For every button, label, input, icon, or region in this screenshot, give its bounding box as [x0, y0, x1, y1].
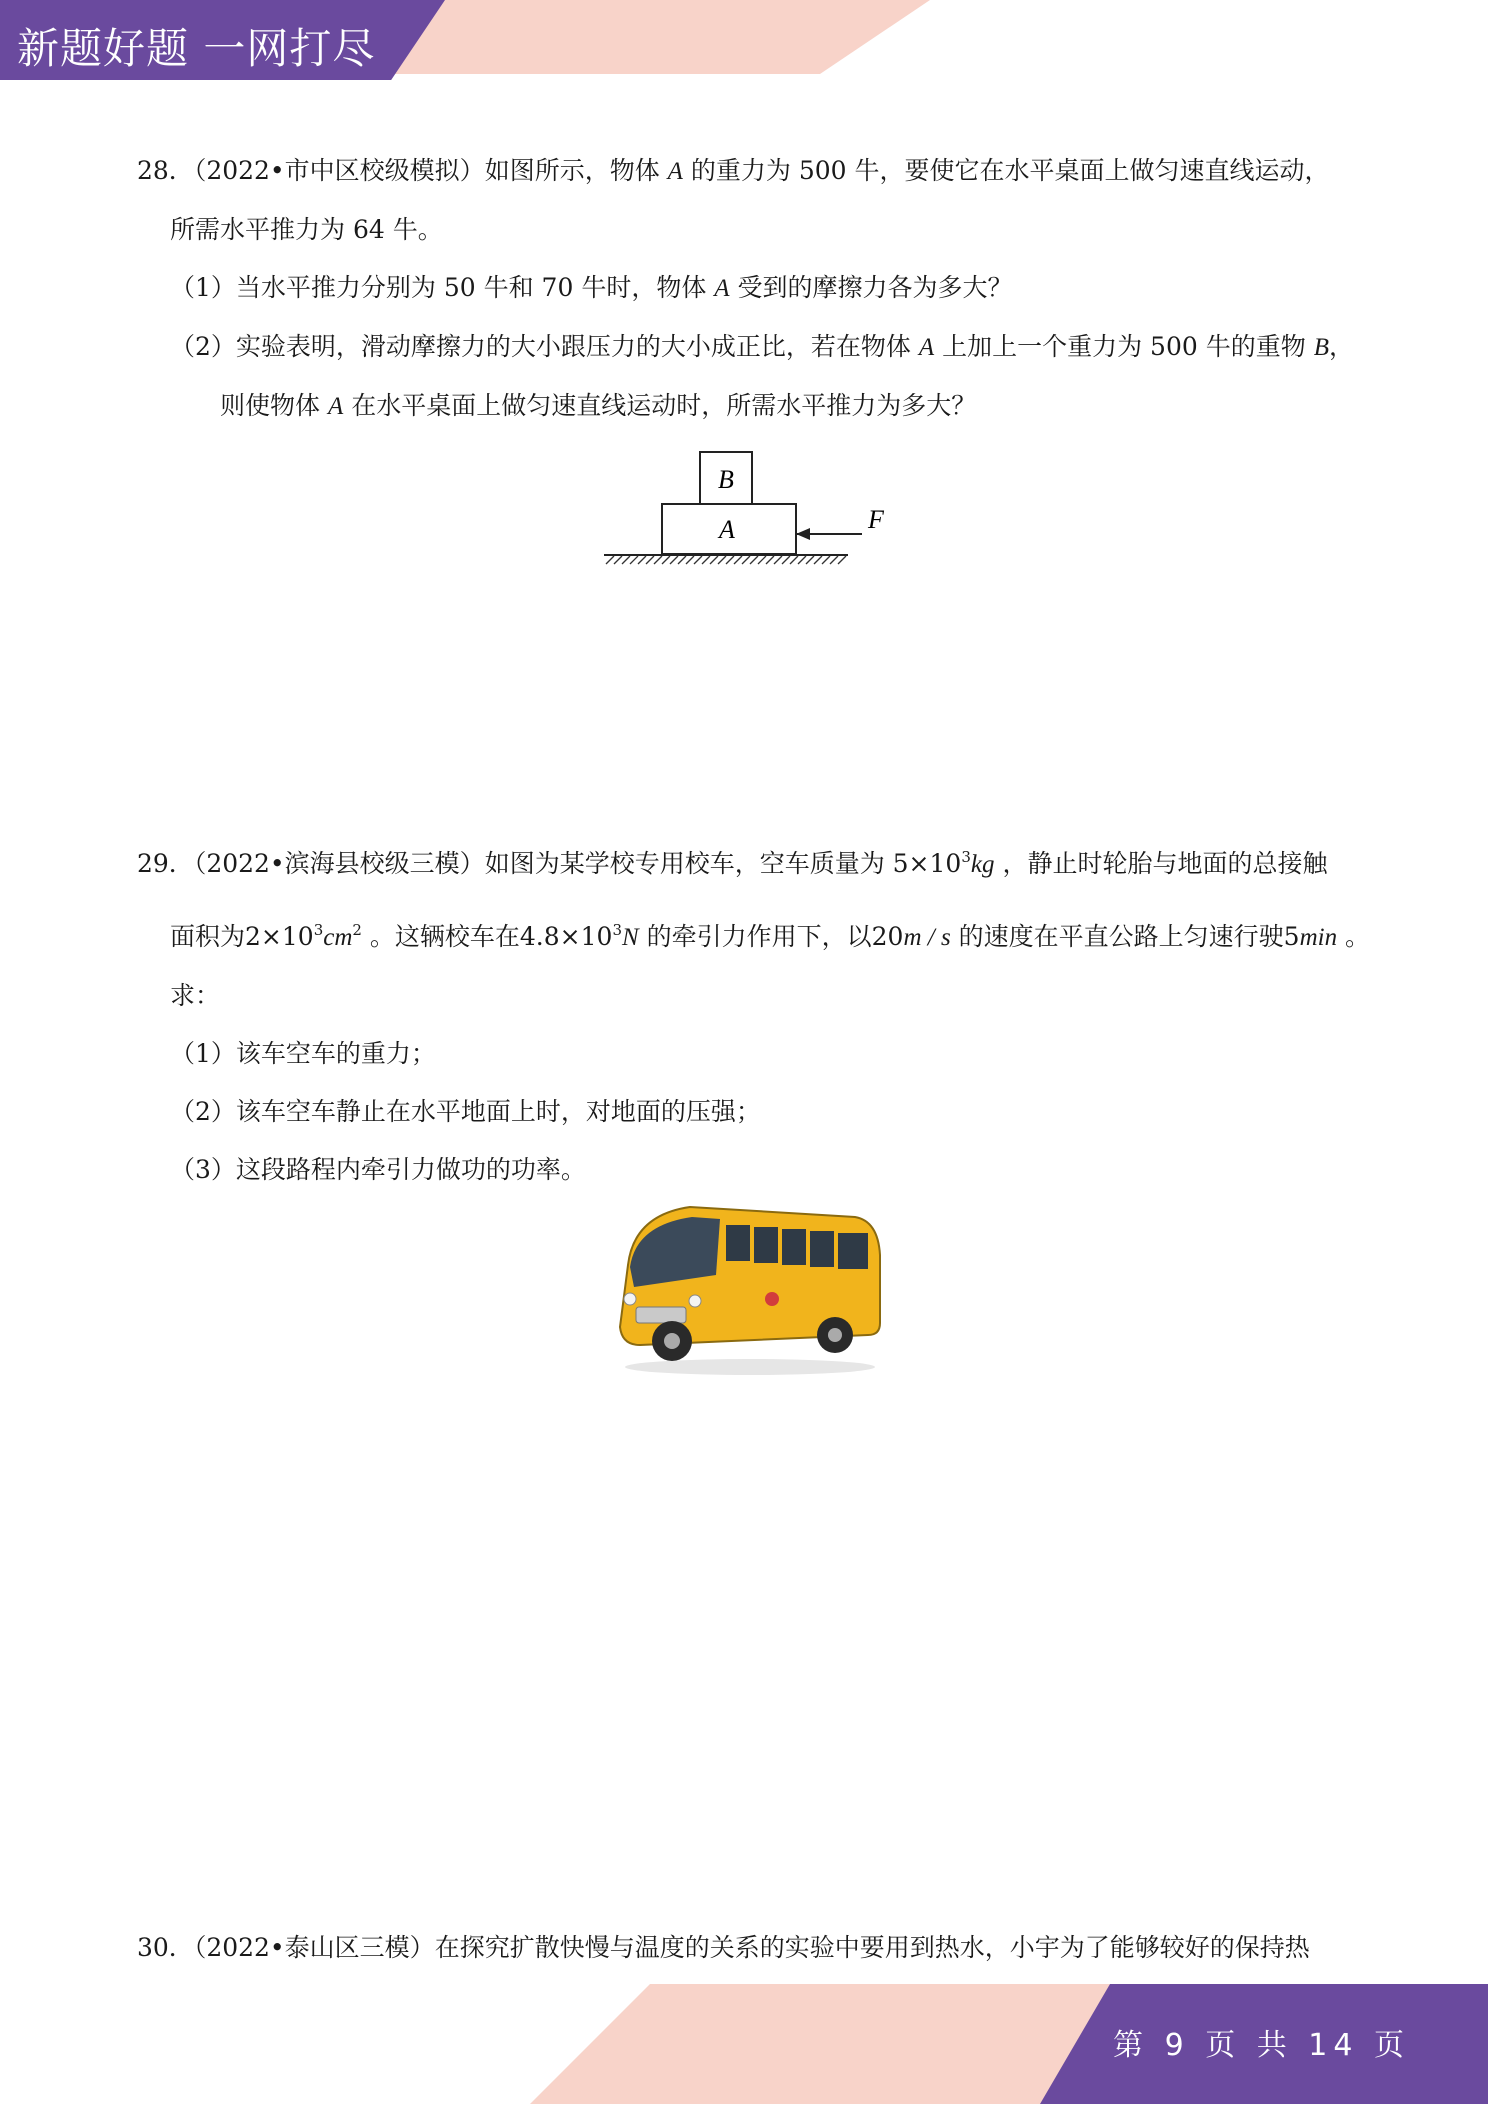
math-value: 5	[1283, 922, 1300, 951]
sub-question-text: 则使物体	[220, 391, 321, 420]
question-29-sub-3: （3）这段路程内牵引力做功的功率。	[170, 1155, 586, 1184]
question-number: 30．	[137, 1933, 194, 1962]
question-source: （2022•市中区校级模拟）	[193, 156, 485, 185]
sub-question-text: 上加上一个重力为 500 牛的重物	[942, 332, 1306, 361]
question-source: （2022•滨海县校级三模）	[193, 849, 485, 878]
question-28-line-1	[137, 142, 1360, 201]
variable: A	[918, 334, 935, 361]
unit: m / s	[903, 924, 951, 951]
question-text: 。	[1345, 922, 1371, 951]
variable: A	[714, 275, 730, 302]
block-b-label: B	[718, 465, 734, 494]
sub-question-text: 在水平桌面上做匀速直线运动时，所需水平推力为多大？	[351, 391, 977, 420]
page-number: 第 9 页 共 14 页	[1113, 2028, 1410, 2063]
unit: N	[621, 924, 639, 951]
exponent: 3	[961, 848, 971, 866]
question-29-line-3: 求：	[170, 981, 221, 1010]
question-text: 。这辆校车在	[369, 922, 520, 951]
math-value: 20	[871, 922, 904, 951]
question-29	[137, 835, 1371, 1199]
question-29-sub-1: （1）该车空车的重力；	[170, 1039, 436, 1068]
question-28	[137, 142, 1360, 436]
math-value: 5×10	[892, 849, 962, 878]
arrow-head-icon	[796, 528, 810, 540]
unit: kg	[970, 851, 995, 878]
question-28-sub-1	[140, 259, 1360, 318]
unit: min	[1299, 924, 1338, 951]
header-title: 新题好题 一网打尽	[17, 24, 376, 73]
math-value: 2×10	[245, 922, 314, 951]
sub-question-text: ，	[1328, 332, 1354, 361]
block-diagram	[600, 448, 900, 578]
question-28-sub-2-cont	[140, 377, 1360, 436]
block-a-label: A	[719, 515, 735, 544]
school-bus-image	[600, 1195, 885, 1380]
force-label: F	[868, 505, 884, 534]
question-number: 28．	[137, 156, 194, 185]
question-text: 如图为某学校专用校车，空车质量为	[484, 849, 885, 878]
question-28-line-2: 所需水平推力为 64 牛。	[170, 215, 443, 244]
question-text: 的牵引力作用下，以	[646, 922, 872, 951]
unit: cm	[323, 924, 353, 951]
question-29-line-1	[137, 835, 1360, 894]
math-value: 4.8×10	[519, 922, 613, 951]
variable: A	[327, 393, 344, 420]
question-29-sub-2: （2）该车空车静止在水平地面上时，对地面的压强；	[170, 1097, 761, 1126]
sub-question-text: 受到的摩擦力各为多大？	[737, 273, 1013, 302]
ground-hatch	[606, 556, 846, 564]
question-number: 29．	[137, 849, 194, 878]
sub-question-text: （2）实验表明，滑动摩擦力的大小跟压力的大小成正比，若在物体	[170, 332, 911, 361]
variable: B	[1313, 334, 1329, 361]
question-30-line-1	[137, 1919, 1360, 1977]
question-text: 的速度在平直公路上匀速行驶	[958, 922, 1284, 951]
exponent: 3	[313, 921, 324, 939]
question-29-line-2	[140, 908, 1371, 967]
variable: A	[667, 158, 683, 185]
exponent: 2	[352, 921, 362, 939]
question-text: 在探究扩散快慢与温度的关系的实验中要用到热水，小宇为了能够较好的保持热	[434, 1933, 1310, 1962]
question-text: 的重力为 500 牛，要使它在水平桌面上做匀速直线运动，	[690, 156, 1330, 185]
sub-question-text: （1）当水平推力分别为 50 牛和 70 牛时，物体	[170, 273, 707, 302]
question-text: 面积为	[170, 922, 246, 951]
exponent: 3	[612, 921, 622, 939]
question-text: 如图所示，物体	[484, 156, 660, 185]
question-28-sub-2	[140, 318, 1360, 377]
question-30	[137, 1919, 1360, 1977]
question-source: （2022•泰山区三模）	[193, 1933, 435, 1962]
question-text: ，静止时轮胎与地面的总接触	[1002, 849, 1328, 878]
